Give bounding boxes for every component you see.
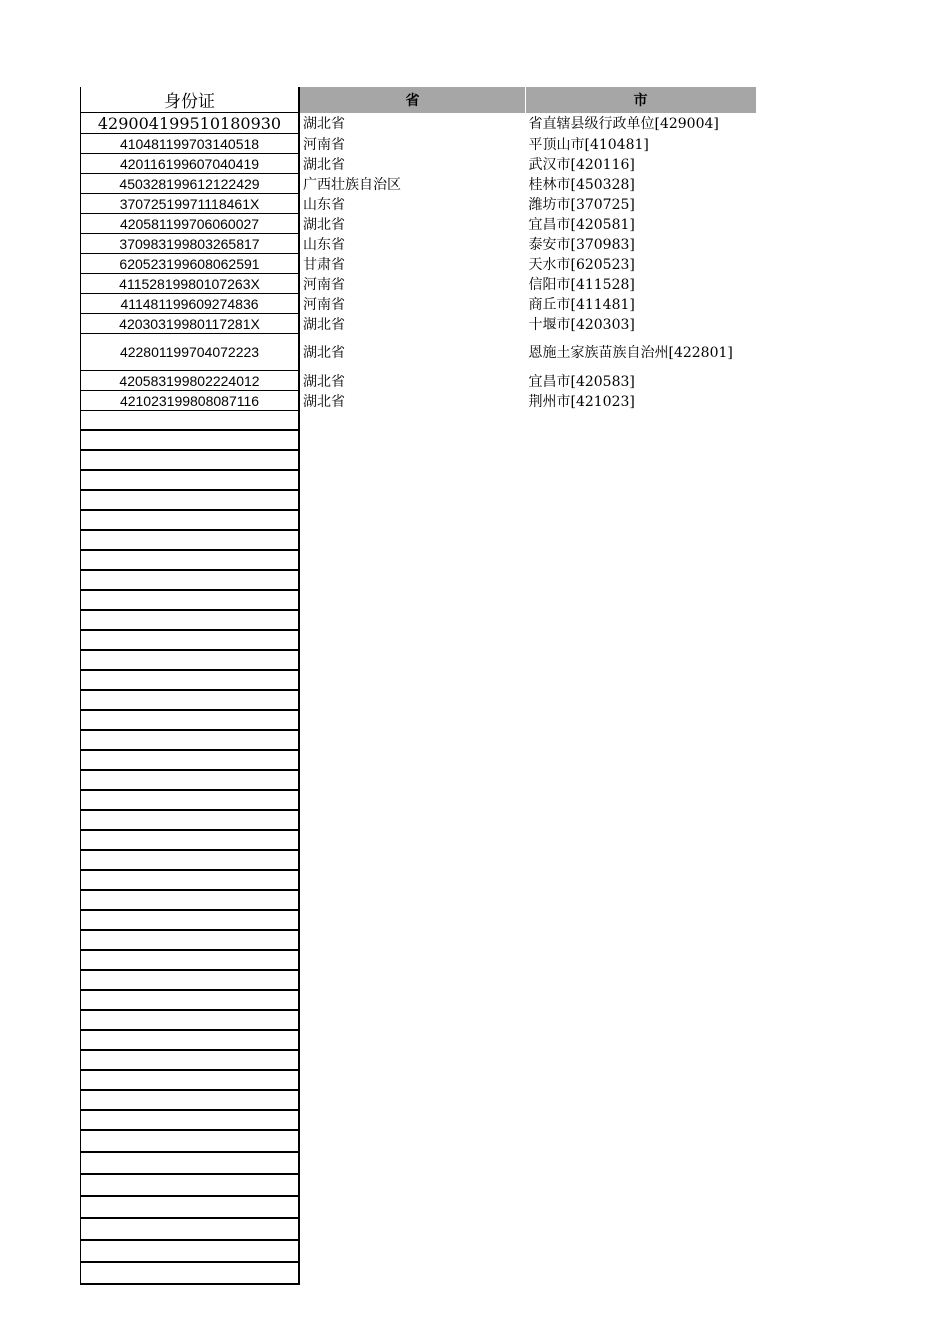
empty-row bbox=[81, 530, 756, 550]
cell-province-empty[interactable] bbox=[299, 490, 526, 510]
empty-row bbox=[81, 411, 756, 431]
empty-row bbox=[81, 670, 756, 690]
cell-province-empty[interactable] bbox=[299, 590, 526, 610]
cell-province-empty[interactable] bbox=[299, 690, 526, 710]
empty-row bbox=[81, 890, 756, 910]
cell-city-empty[interactable] bbox=[526, 810, 756, 830]
table-row bbox=[81, 294, 756, 314]
cell-province-empty[interactable] bbox=[299, 850, 526, 870]
cell-province-empty[interactable] bbox=[299, 730, 526, 750]
cell-city-empty[interactable] bbox=[526, 1152, 756, 1174]
cell-province-empty[interactable] bbox=[299, 1050, 526, 1070]
id-lookup-table bbox=[80, 87, 757, 1285]
cell-id-empty[interactable] bbox=[81, 930, 300, 950]
cell-province[interactable]: 山东省 bbox=[303, 236, 345, 253]
cell-city-empty[interactable] bbox=[526, 1196, 756, 1218]
cell-city-empty[interactable] bbox=[526, 950, 756, 970]
empty-row bbox=[81, 770, 756, 790]
cell-id-empty[interactable] bbox=[81, 510, 300, 530]
cell-id-empty[interactable] bbox=[81, 570, 300, 590]
cell-province[interactable]: 河南省 bbox=[303, 136, 345, 153]
cell-id-empty[interactable] bbox=[81, 790, 300, 810]
cell-city-empty[interactable] bbox=[526, 590, 756, 610]
cell-id-empty[interactable] bbox=[81, 550, 300, 570]
cell-province-empty[interactable] bbox=[299, 570, 526, 590]
empty-row bbox=[81, 870, 756, 890]
cell-city-empty[interactable] bbox=[526, 490, 756, 510]
cell-city[interactable]: 宜昌市[420583] bbox=[528, 373, 635, 390]
empty-row bbox=[81, 1110, 756, 1130]
cell-province-empty[interactable] bbox=[299, 870, 526, 890]
empty-row bbox=[81, 1196, 756, 1218]
cell-city-empty[interactable] bbox=[526, 890, 756, 910]
cell-city-empty[interactable] bbox=[526, 1130, 756, 1152]
cell-id-empty[interactable] bbox=[81, 1050, 300, 1070]
empty-row bbox=[81, 970, 756, 990]
empty-row bbox=[81, 1070, 756, 1090]
cell-id-empty[interactable] bbox=[81, 870, 300, 890]
cell-province[interactable]: 河南省 bbox=[303, 296, 345, 313]
cell-city-empty[interactable] bbox=[526, 910, 756, 930]
empty-row bbox=[81, 470, 756, 490]
header-city[interactable]: 市 bbox=[526, 87, 756, 113]
cell-id[interactable]: 422801199704072223 bbox=[81, 334, 300, 371]
table-row bbox=[81, 174, 756, 194]
empty-row bbox=[81, 950, 756, 970]
cell-id[interactable]: 420581199706060027 bbox=[81, 214, 300, 234]
empty-row bbox=[81, 750, 756, 770]
cell-id[interactable]: 620523199608062591 bbox=[81, 254, 300, 274]
table-row bbox=[81, 391, 756, 411]
table-row bbox=[81, 274, 756, 294]
cell-province-empty[interactable] bbox=[299, 770, 526, 790]
empty-row bbox=[81, 830, 756, 850]
empty-row bbox=[81, 1050, 756, 1070]
cell-id[interactable]: 410481199703140518 bbox=[81, 134, 300, 154]
cell-province[interactable]: 湖北省 bbox=[303, 156, 345, 173]
cell-city[interactable]: 荆州市[421023] bbox=[528, 393, 635, 410]
cell-id-empty[interactable] bbox=[81, 810, 300, 830]
cell-province-empty[interactable] bbox=[299, 450, 526, 470]
cell-city-empty[interactable] bbox=[526, 550, 756, 570]
empty-row bbox=[81, 590, 756, 610]
cell-province[interactable]: 湖北省 bbox=[303, 116, 345, 132]
cell-province-empty[interactable] bbox=[299, 1070, 526, 1090]
cell-province-empty[interactable] bbox=[299, 1240, 526, 1262]
cell-city-empty[interactable] bbox=[526, 930, 756, 950]
cell-province-empty[interactable] bbox=[299, 830, 526, 850]
cell-province-empty[interactable] bbox=[299, 510, 526, 530]
cell-id-empty[interactable] bbox=[81, 1152, 300, 1174]
cell-province-empty[interactable] bbox=[299, 1174, 526, 1196]
table-row bbox=[81, 134, 756, 154]
table-row bbox=[81, 314, 756, 334]
table-row bbox=[81, 214, 756, 234]
cell-id-empty[interactable] bbox=[81, 411, 300, 431]
cell-id[interactable]: 450328199612122429 bbox=[81, 174, 300, 194]
cell-id-empty[interactable] bbox=[81, 530, 300, 550]
cell-city-empty[interactable] bbox=[526, 1110, 756, 1130]
cell-province-empty[interactable] bbox=[299, 1218, 526, 1240]
cell-id-empty[interactable] bbox=[81, 750, 300, 770]
empty-row bbox=[81, 550, 756, 570]
cell-city-empty[interactable] bbox=[526, 450, 756, 470]
empty-row bbox=[81, 930, 756, 950]
cell-id[interactable]: 421023199808087116 bbox=[81, 391, 300, 411]
cell-province[interactable]: 湖北省 bbox=[303, 216, 345, 233]
cell-id[interactable]: 429004199510180930 bbox=[81, 113, 300, 134]
cell-id-empty[interactable] bbox=[81, 1196, 300, 1218]
cell-id-empty[interactable] bbox=[81, 690, 300, 710]
empty-row bbox=[81, 510, 756, 530]
cell-id-empty[interactable] bbox=[81, 990, 300, 1010]
cell-id-empty[interactable] bbox=[81, 470, 300, 490]
cell-city-empty[interactable] bbox=[526, 1090, 756, 1110]
cell-province[interactable]: 湖北省 bbox=[303, 373, 345, 390]
cell-province-empty[interactable] bbox=[299, 710, 526, 730]
empty-row bbox=[81, 810, 756, 830]
cell-city-empty[interactable] bbox=[526, 870, 756, 890]
cell-id-empty[interactable] bbox=[81, 430, 300, 450]
empty-row bbox=[81, 1240, 756, 1262]
empty-row bbox=[81, 850, 756, 870]
cell-id-empty[interactable] bbox=[81, 1174, 300, 1196]
cell-id-empty[interactable] bbox=[81, 490, 300, 510]
cell-city-empty[interactable] bbox=[526, 970, 756, 990]
header-province[interactable]: 省 bbox=[299, 87, 526, 113]
empty-row bbox=[81, 990, 756, 1010]
cell-city-empty[interactable] bbox=[526, 1010, 756, 1030]
empty-row bbox=[81, 630, 756, 650]
empty-row bbox=[81, 1218, 756, 1240]
cell-id-empty[interactable] bbox=[81, 730, 300, 750]
cell-city[interactable]: 潍坊市[370725] bbox=[528, 196, 635, 213]
cell-id-empty[interactable] bbox=[81, 910, 300, 930]
cell-city-empty[interactable] bbox=[526, 570, 756, 590]
cell-province[interactable]: 山东省 bbox=[303, 196, 345, 213]
cell-city-empty[interactable] bbox=[526, 1174, 756, 1196]
cell-id-empty[interactable] bbox=[81, 710, 300, 730]
cell-id[interactable]: 42030319980117281X bbox=[81, 314, 300, 334]
empty-row bbox=[81, 790, 756, 810]
cell-city-empty[interactable] bbox=[526, 430, 756, 450]
cell-province-empty[interactable] bbox=[299, 950, 526, 970]
cell-province[interactable]: 广西壮族自治区 bbox=[303, 176, 401, 193]
empty-row bbox=[81, 650, 756, 670]
cell-id-empty[interactable] bbox=[81, 970, 300, 990]
cell-province[interactable]: 河南省 bbox=[303, 276, 345, 293]
cell-id-empty[interactable] bbox=[81, 610, 300, 630]
cell-city-empty[interactable] bbox=[526, 710, 756, 730]
empty-row bbox=[81, 690, 756, 710]
empty-row bbox=[81, 1010, 756, 1030]
cell-city-empty[interactable] bbox=[526, 990, 756, 1010]
cell-city[interactable]: 宜昌市[420581] bbox=[528, 216, 635, 233]
cell-city-empty[interactable] bbox=[526, 670, 756, 690]
cell-city-empty[interactable] bbox=[526, 790, 756, 810]
table-row bbox=[81, 371, 756, 391]
cell-city-empty[interactable] bbox=[526, 530, 756, 550]
cell-city-empty[interactable] bbox=[526, 830, 756, 850]
cell-id-empty[interactable] bbox=[81, 1030, 300, 1050]
cell-city[interactable]: 平顶山市[410481] bbox=[528, 136, 649, 153]
cell-id[interactable]: 370983199803265817 bbox=[81, 234, 300, 254]
table-row bbox=[81, 234, 756, 254]
empty-row bbox=[81, 910, 756, 930]
header-row bbox=[81, 87, 756, 113]
empty-row bbox=[81, 490, 756, 510]
cell-id-empty[interactable] bbox=[81, 1110, 300, 1130]
empty-row bbox=[81, 1152, 756, 1174]
cell-province[interactable]: 甘肃省 bbox=[303, 256, 345, 273]
cell-id-empty[interactable] bbox=[81, 650, 300, 670]
cell-province-empty[interactable] bbox=[299, 530, 526, 550]
cell-province-empty[interactable] bbox=[299, 1130, 526, 1152]
cell-city[interactable]: 泰安市[370983] bbox=[528, 236, 635, 253]
cell-city[interactable]: 桂林市[450328] bbox=[528, 176, 635, 193]
cell-id-empty[interactable] bbox=[81, 1090, 300, 1110]
cell-province-empty[interactable] bbox=[299, 630, 526, 650]
cell-city-empty[interactable] bbox=[526, 770, 756, 790]
cell-id-empty[interactable] bbox=[81, 1070, 300, 1090]
cell-id-empty[interactable] bbox=[81, 770, 300, 790]
cell-id-empty[interactable] bbox=[81, 1130, 300, 1152]
cell-id-empty[interactable] bbox=[81, 1240, 300, 1262]
cell-province-empty[interactable] bbox=[299, 610, 526, 630]
empty-row bbox=[81, 610, 756, 630]
cell-id-empty[interactable] bbox=[81, 1218, 300, 1240]
cell-id-empty[interactable] bbox=[81, 950, 300, 970]
cell-province-empty[interactable] bbox=[299, 810, 526, 830]
cell-id-empty[interactable] bbox=[81, 1010, 300, 1030]
spreadsheet bbox=[80, 87, 757, 1285]
cell-city-empty[interactable] bbox=[526, 1050, 756, 1070]
cell-city-empty[interactable] bbox=[526, 850, 756, 870]
empty-row bbox=[81, 1030, 756, 1050]
cell-city[interactable]: 天水市[620523] bbox=[528, 256, 635, 273]
cell-id-empty[interactable] bbox=[81, 890, 300, 910]
cell-city-empty[interactable] bbox=[526, 650, 756, 670]
table-row bbox=[81, 334, 756, 371]
cell-city[interactable]: 恩施土家族苗族自治州[422801] bbox=[528, 345, 733, 361]
cell-id[interactable]: 41152819980107263X bbox=[81, 274, 300, 294]
cell-province-empty[interactable] bbox=[299, 1196, 526, 1218]
cell-city-empty[interactable] bbox=[526, 630, 756, 650]
cell-province-empty[interactable] bbox=[299, 1262, 526, 1284]
cell-id[interactable]: 420116199607040419 bbox=[81, 154, 300, 174]
cell-city-empty[interactable] bbox=[526, 470, 756, 490]
cell-province-empty[interactable] bbox=[299, 550, 526, 570]
table-row bbox=[81, 113, 756, 134]
cell-province-empty[interactable] bbox=[299, 411, 526, 431]
empty-row bbox=[81, 450, 756, 470]
cell-province[interactable]: 湖北省 bbox=[303, 316, 345, 333]
cell-province-empty[interactable] bbox=[299, 670, 526, 690]
cell-id-empty[interactable] bbox=[81, 670, 300, 690]
cell-id-empty[interactable] bbox=[81, 830, 300, 850]
cell-city[interactable]: 商丘市[411481] bbox=[528, 296, 635, 313]
table-row bbox=[81, 254, 756, 274]
empty-row bbox=[81, 1262, 756, 1284]
cell-city-empty[interactable] bbox=[526, 730, 756, 750]
cell-city[interactable]: 十堰市[420303] bbox=[528, 316, 635, 333]
cell-province-empty[interactable] bbox=[299, 910, 526, 930]
table-row bbox=[81, 154, 756, 174]
cell-id[interactable]: 420583199802224012 bbox=[81, 371, 300, 391]
empty-row bbox=[81, 1174, 756, 1196]
cell-province[interactable]: 湖北省 bbox=[303, 345, 345, 361]
cell-id-empty[interactable] bbox=[81, 1262, 300, 1284]
cell-province-empty[interactable] bbox=[299, 650, 526, 670]
empty-row bbox=[81, 430, 756, 450]
cell-province-empty[interactable] bbox=[299, 790, 526, 810]
cell-province-empty[interactable] bbox=[299, 1010, 526, 1030]
cell-id-empty[interactable] bbox=[81, 590, 300, 610]
empty-row bbox=[81, 570, 756, 590]
cell-city-empty[interactable] bbox=[526, 411, 756, 431]
empty-row bbox=[81, 730, 756, 750]
cell-city[interactable]: 省直辖县级行政单位[429004] bbox=[528, 116, 719, 132]
cell-province[interactable]: 湖北省 bbox=[303, 393, 345, 410]
cell-city[interactable]: 武汉市[420116] bbox=[528, 156, 635, 173]
cell-city-empty[interactable] bbox=[526, 1030, 756, 1050]
empty-row bbox=[81, 710, 756, 730]
cell-city-empty[interactable] bbox=[526, 1218, 756, 1240]
cell-city-empty[interactable] bbox=[526, 690, 756, 710]
cell-province-empty[interactable] bbox=[299, 970, 526, 990]
cell-city-empty[interactable] bbox=[526, 1262, 756, 1284]
cell-city-empty[interactable] bbox=[526, 610, 756, 630]
cell-province-empty[interactable] bbox=[299, 1152, 526, 1174]
cell-city-empty[interactable] bbox=[526, 1240, 756, 1262]
empty-row bbox=[81, 1090, 756, 1110]
cell-province-empty[interactable] bbox=[299, 890, 526, 910]
table-row bbox=[81, 194, 756, 214]
cell-city-empty[interactable] bbox=[526, 750, 756, 770]
cell-province-empty[interactable] bbox=[299, 1110, 526, 1130]
cell-city-empty[interactable] bbox=[526, 1070, 756, 1090]
cell-province-empty[interactable] bbox=[299, 1090, 526, 1110]
cell-city-empty[interactable] bbox=[526, 510, 756, 530]
cell-id-empty[interactable] bbox=[81, 850, 300, 870]
cell-id-empty[interactable] bbox=[81, 450, 300, 470]
cell-province-empty[interactable] bbox=[299, 750, 526, 770]
empty-row bbox=[81, 1130, 756, 1152]
cell-province-empty[interactable] bbox=[299, 470, 526, 490]
cell-id[interactable]: 411481199609274836 bbox=[81, 294, 300, 314]
cell-id[interactable]: 37072519971118461X bbox=[81, 194, 300, 214]
cell-id-empty[interactable] bbox=[81, 630, 300, 650]
cell-city[interactable]: 信阳市[411528] bbox=[528, 276, 635, 293]
header-id[interactable]: 身份证 bbox=[81, 87, 300, 113]
cell-province-empty[interactable] bbox=[299, 990, 526, 1010]
cell-province-empty[interactable] bbox=[299, 430, 526, 450]
cell-province-empty[interactable] bbox=[299, 1030, 526, 1050]
cell-province-empty[interactable] bbox=[299, 930, 526, 950]
